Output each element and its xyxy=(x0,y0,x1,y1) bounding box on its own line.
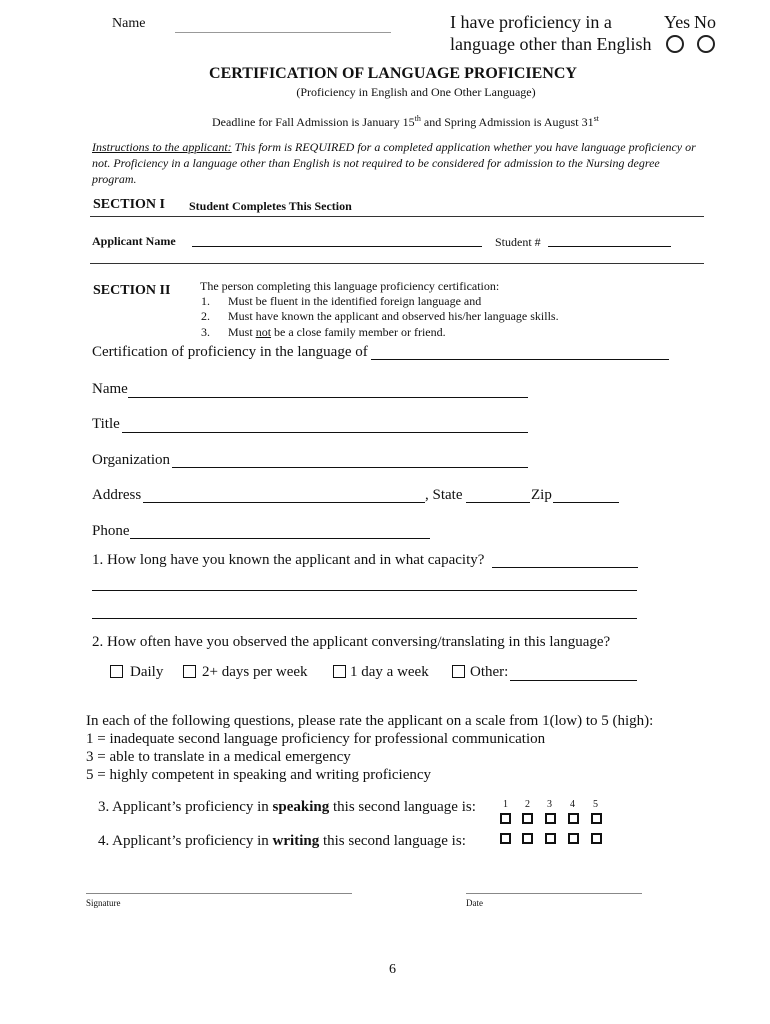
signature-field[interactable] xyxy=(86,893,352,894)
speaking-rating-1[interactable] xyxy=(500,813,511,824)
field-state-input[interactable] xyxy=(466,502,530,503)
field-phone-input[interactable] xyxy=(130,538,430,539)
question-1-field[interactable] xyxy=(492,567,638,568)
section1-label: SECTION I xyxy=(93,197,165,212)
field-organization-label: Organization xyxy=(92,452,171,468)
instructions: Instructions to the applicant: This form is REQUIRED for a completed application whether you have language proficiency or not. Proficiency in a language other than English is not required to be considered for admission to the Nursing degree program. xyxy=(92,140,696,186)
question-4: 4. Applicant’s proficiency in writing this second language is: xyxy=(98,833,466,849)
daily-checkbox[interactable] xyxy=(110,665,123,678)
no-radio[interactable] xyxy=(697,35,715,53)
other-field[interactable] xyxy=(510,680,637,681)
scale-number-3: 3 xyxy=(547,799,552,810)
proficiency-question-line2: language other than English xyxy=(450,34,652,54)
field-organization-input[interactable] xyxy=(172,467,528,468)
requirement-3-num: 3. xyxy=(201,325,210,339)
field-address-label: Address xyxy=(92,487,142,503)
two-plus-days-checkbox[interactable] xyxy=(183,665,196,678)
cert-language-field[interactable] xyxy=(371,359,669,360)
date-label: Date xyxy=(466,898,483,908)
cert-language-label: Certification of proficiency in the language of xyxy=(92,344,368,360)
question-2: 2. How often have you observed the applicant conversing/translating in this language? xyxy=(92,634,611,650)
date-field[interactable] xyxy=(466,893,642,894)
field-state-label: , State xyxy=(425,487,463,503)
requirement-2-num: 2. xyxy=(201,309,210,323)
requirement-1-text: Must be fluent in the identified foreign language and xyxy=(228,294,482,308)
field-title-input[interactable] xyxy=(122,432,528,433)
one-day-checkbox[interactable] xyxy=(333,665,346,678)
proficiency-question-line1: I have proficiency in a xyxy=(450,12,612,32)
daily-label: Daily xyxy=(130,664,164,680)
question-1-line-2[interactable] xyxy=(92,590,637,591)
one-day-label: 1 day a week xyxy=(350,664,429,680)
field-zip-label: Zip xyxy=(531,487,552,503)
other-label: Other: xyxy=(470,664,509,680)
question-1-line-3[interactable] xyxy=(92,618,637,619)
section1-desc: Student Completes This Section xyxy=(189,199,352,213)
scale-number-5: 5 xyxy=(593,799,598,810)
page-title: CERTIFICATION OF LANGUAGE PROFICIENCY xyxy=(209,65,577,82)
field-zip-input[interactable] xyxy=(553,502,619,503)
speaking-rating-4[interactable] xyxy=(568,813,579,824)
section2-label: SECTION II xyxy=(93,283,171,298)
writing-rating-1[interactable] xyxy=(500,833,511,844)
rating-scale-1: 1 = inadequate second language proficiency for professional communication xyxy=(86,731,546,747)
two-plus-days-label: 2+ days per week xyxy=(202,664,308,680)
writing-rating-3[interactable] xyxy=(545,833,556,844)
field-name-label: Name xyxy=(92,381,128,397)
field-phone-label: Phone xyxy=(92,523,130,539)
yes-radio[interactable] xyxy=(666,35,684,53)
scale-number-2: 2 xyxy=(525,799,530,810)
section2-intro: The person completing this language proficiency certification: xyxy=(200,279,500,293)
speaking-rating-3[interactable] xyxy=(545,813,556,824)
writing-rating-2[interactable] xyxy=(522,833,533,844)
student-number-field[interactable] xyxy=(548,246,671,247)
scale-number-4: 4 xyxy=(570,799,575,810)
question-3: 3. Applicant’s proficiency in speaking this second language is: xyxy=(98,799,476,815)
page-number: 6 xyxy=(389,962,396,977)
rating-scale-5: 5 = highly competent in speaking and writing proficiency xyxy=(86,767,432,783)
other-checkbox[interactable] xyxy=(452,665,465,678)
writing-rating-5[interactable] xyxy=(591,833,602,844)
field-address-input[interactable] xyxy=(143,502,425,503)
writing-rating-4[interactable] xyxy=(568,833,579,844)
signature-label: Signature xyxy=(86,898,121,908)
student-number-label: Student # xyxy=(495,235,541,249)
requirement-3-text: Must not be a close family member or friend. xyxy=(228,325,446,339)
yes-label: Yes xyxy=(664,12,691,32)
speaking-rating-2[interactable] xyxy=(522,813,533,824)
requirement-2-text: Must have known the applicant and observed his/her language skills. xyxy=(228,309,559,323)
deadline-text: Deadline for Fall Admission is January 15th and Spring Admission is August 31st xyxy=(212,114,599,129)
header-name-label: Name xyxy=(112,16,146,31)
header-name-field[interactable] xyxy=(175,32,391,33)
applicant-name-field[interactable] xyxy=(192,246,482,247)
field-name-input[interactable] xyxy=(128,397,528,398)
rating-intro: In each of the following questions, please rate the applicant on a scale from 1(low) to 5 (high): xyxy=(86,713,654,729)
speaking-rating-5[interactable] xyxy=(591,813,602,824)
rating-scale-3: 3 = able to translate in a medical emergency xyxy=(86,749,351,765)
question-1: 1. How long have you known the applicant and in what capacity? xyxy=(92,552,485,568)
field-title-label: Title xyxy=(92,416,120,432)
scale-number-1: 1 xyxy=(503,799,508,810)
requirement-1-num: 1. xyxy=(201,294,210,308)
page-subtitle: (Proficiency in English and One Other Language) xyxy=(296,85,536,99)
applicant-name-label: Applicant Name xyxy=(92,234,176,248)
no-label: No xyxy=(694,12,716,32)
